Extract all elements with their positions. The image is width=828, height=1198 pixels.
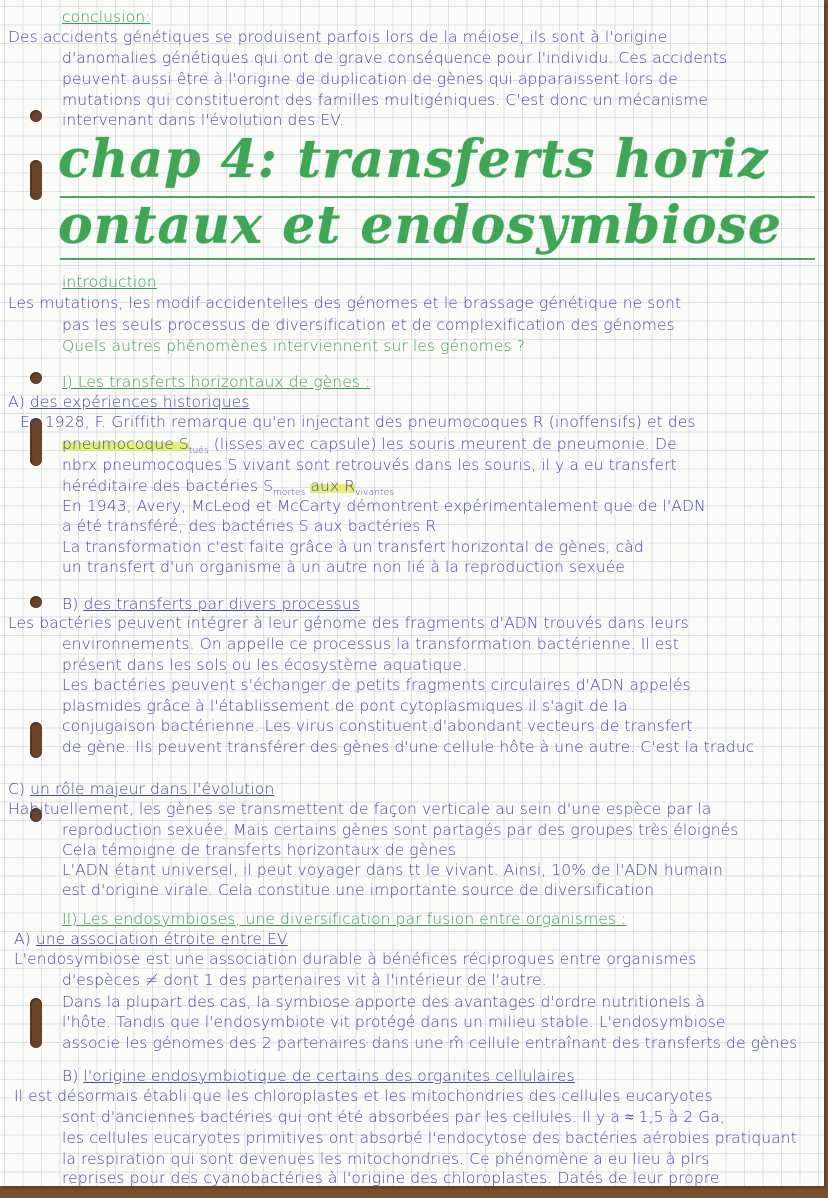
sectionC-line: L'ADN étant universel, il peut voyager dans tt le vivant. Ainsi, 10% de l'ADN humain [62,861,723,879]
part2-sectionB-line: la respiration qui sont devenues les mitochondries. Ce phénomène a eu lieu à plrs [62,1150,710,1168]
sectionC-line: est d'origine virale. Cela constitue une importante source de diversification [62,881,655,899]
sectionB-line: plasmides grâce à l'établissement de pont cytoplasmiques il s'agit de la [62,697,628,715]
section-title: un rôle majeur dans l'évolution [30,780,275,798]
subscript: mortes [273,488,306,499]
introduction-line: Les mutations, les modif accidentelles des génomes et le brassage génétique ne sont [8,294,682,312]
title-underline [60,258,815,260]
binder-hole [30,998,42,1048]
part2-sectionA-heading [14,930,288,949]
sectionA-line: a été transféré, des bactéries S aux bactéries R [62,517,437,535]
part2-sectionA-line: L'endosymbiose est une association durable à bénéfices réciproques entre organismes [14,950,697,968]
sectionB-line: environnements. On appelle ce processus la transformation bactérienne. Il est [62,635,679,653]
sectionB-line: de gène. Ils peuvent transférer des gènes d'une cellule hôte à une autre. C'est la traduc [62,738,755,756]
sectionC-line: reproduction sexuée. Mais certains gènes sont partagés par des groupes très éloignés [62,821,739,839]
part2-sectionA-line: l'hôte. Tandis que l'endosymbiote vit protégé dans un milieu stable. L'endosymbiose [62,1013,726,1031]
text-span: héréditaire des bactéries S [62,477,274,495]
binder-hole [30,372,42,384]
part1-sectionC-heading [8,780,274,799]
section-title: une association étroite entre EV [35,930,288,948]
sectionB-line: Les bactéries peuvent intégrer à leur génome des fragments d'ADN trouvés dans leurs [8,614,689,632]
subscript: tués [188,446,209,457]
conclusion-line: peuvent aussi être à l'origine de duplication de gènes qui apparaissent lors de [62,70,678,88]
conclusion-line: Des accidents génétiques se produisent parfois lors de la méiose, ils sont à l'origine [8,28,668,46]
part2-sectionA-line: Dans la plupart des cas, la symbiose apporte des avantages d'ordre nutritionels à [62,993,706,1011]
introduction-question: Quels autres phénomènes interviennent sur les génomes ? [62,337,526,355]
binder-hole [30,722,42,758]
sectionB-line: Les bactéries peuvent s'échanger de petits fragments circulaires d'ADN appelés [62,676,691,694]
binder-hole [30,110,42,122]
chapter-title-line1: chap 4: transferts horiz [58,129,769,190]
part2-sectionA-line: d'espèces ≠ dont 1 des partenaires vit à l'intérieur de l'autre. [62,971,547,989]
sectionA-line: En 1943, Avery, McLeod et McCarty démontrent expérimentalement que de l'ADN [62,497,706,515]
part2-sectionA-line: associe les génomes des 2 partenaires dans une m̂ cellule entraînant des transferts de gènes [62,1034,798,1052]
section-title: l'origine endosymbiotique de certains des organites cellulaires [83,1067,575,1085]
conclusion-line: d'anomalies génétiques qui ont de grave conséquence pour l'individu. Ces accidents [62,49,728,67]
sectionB-line: présent dans les sols ou les écosystème aquatique. [62,656,468,674]
chapter-title-line2: ontaux et endosymbiose [58,195,782,256]
part1-sectionB-heading [62,595,360,614]
section-prefix: A) [14,930,31,948]
section-prefix: B) [62,595,79,613]
part1-sectionA-heading [8,393,250,412]
text-span: aux R [310,477,356,495]
part2-sectionB-line: sont d'anciennes bactéries qui ont été absorbées par les cellules. Il y a ≈ 1,5 à 2 Ga, [62,1108,725,1126]
conclusion-line: mutations qui constitueront des familles multigéniques. C'est donc un mécanisme [62,91,709,109]
sectionA-line: nbrx pneumocoques S vivant sont retrouvés dans les souris, il y a eu transfert [62,456,677,474]
part2-sectionB-line: reprises pour des cyanobactéries à l'origine des chloroplastes. Datés de leur propre [62,1169,720,1187]
sectionA-line: En 1928, F. Griffith remarque qu'en injectant des pneumocoques R (inoffensifs) et des [20,413,696,431]
part2-sectionB-line: les cellules eucaryotes primitives ont absorbé l'endocytose des bactéries aérobies pratiquant [62,1129,797,1147]
sectionB-line: conjugaison bactérienne. Les virus constituent d'abondant vecteurs de transfert [62,717,693,735]
introduction-heading: introduction [62,273,157,291]
conclusion-heading: conclusion: [62,8,151,26]
sectionA-line: un transfert d'un organisme à un autre non lié à la reproduction sexuée [62,558,626,576]
sectionA-line: La transformation c'est faite grâce à un transfert horizontal de gènes, càd [62,538,644,556]
section-title: des expériences historiques [29,393,250,411]
binder-hole [30,160,42,200]
introduction-line: pas les seuls processus de diversification et de complexification des génomes [62,316,675,334]
sectionC-line: Habituellement, les gènes se transmettent de façon verticale au sein d'une espèce par la [8,800,712,818]
part1-heading: I) Les transferts horizontaux de gènes : [62,373,371,391]
text-span: pneumocoque S [62,435,189,453]
text-span: (lisses avec capsule) les souris meurent de pneumonie. De [213,435,677,453]
conclusion-line: intervenant dans l'évolution des EV. [62,111,344,129]
part2-sectionB-line: Il est désormais établi que les chloroplastes et les mitochondries des cellules eucaryotes [14,1087,713,1105]
section-title: des transferts par divers processus [83,595,360,613]
sectionC-line: Cela témoigne de transferts horizontaux de gènes [62,841,457,859]
part2-sectionB-heading [62,1067,575,1086]
section-prefix: C) [8,780,26,798]
section-prefix: A) [8,393,25,411]
subscript: vivantes [355,488,395,499]
part2-heading: II) Les endosymbioses, une diversification par fusion entre organismes : [62,910,627,928]
binder-hole [30,596,42,608]
section-prefix: B) [62,1067,79,1085]
